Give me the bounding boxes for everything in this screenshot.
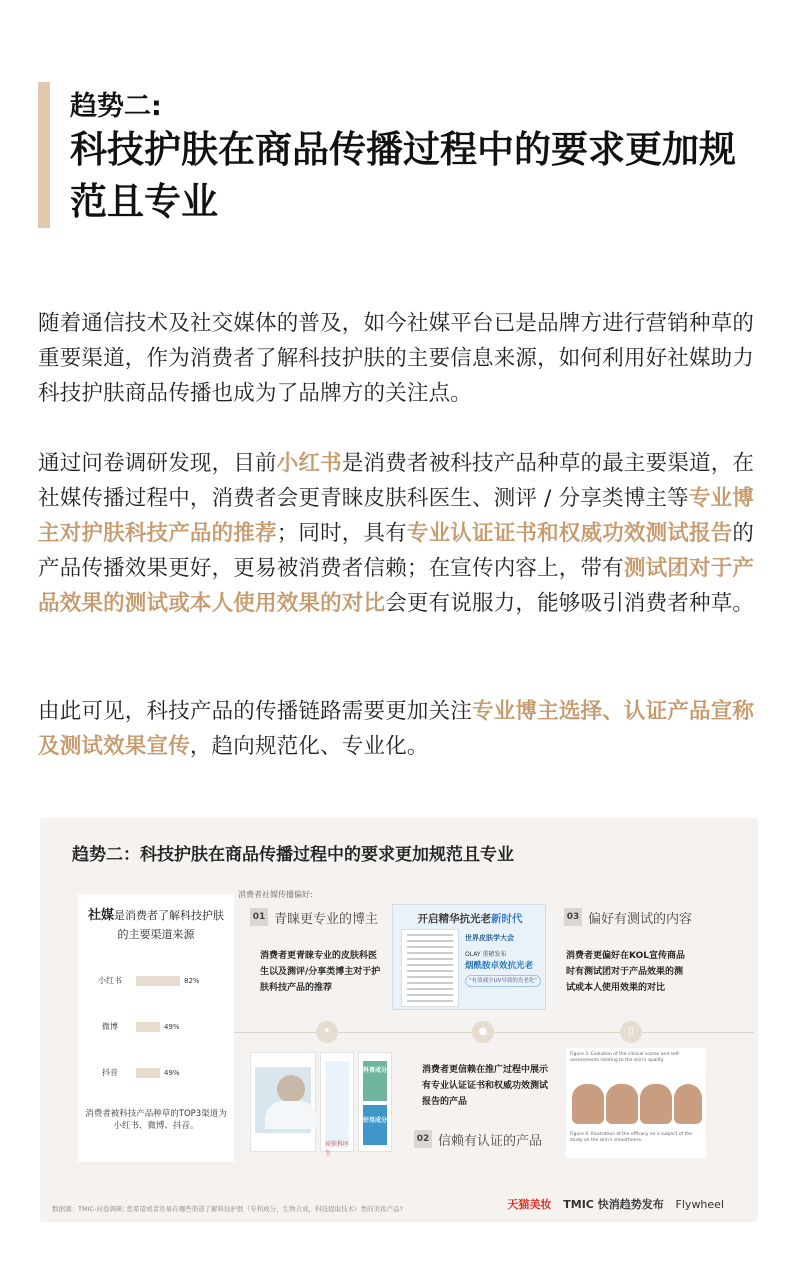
tmall-logo: 天猫美妆 bbox=[507, 1198, 552, 1211]
highlight-text: 小红书 bbox=[276, 451, 342, 476]
bar-category-label: 微博 bbox=[102, 1022, 118, 1031]
poster-title-highlight: 新时代 bbox=[491, 913, 523, 925]
post-sticker-2: 科普成分 bbox=[363, 1067, 388, 1074]
step-2-label: 信赖有认证的产品 bbox=[438, 1134, 543, 1149]
paragraph-text: 的产品传播效果更好，更易被消费者信赖；在宣传内容上，带有 bbox=[38, 521, 755, 581]
clinical-figure bbox=[566, 1048, 706, 1158]
step-2-description: 消费者更信赖在推广过程中展示有专业认证证书和权威功效测试报告的产品 bbox=[422, 1065, 549, 1107]
post-thumbnail bbox=[363, 1105, 387, 1145]
social-post-doctor bbox=[250, 1052, 316, 1152]
highlight-text: 专业认证证书和权威功效测试报告 bbox=[406, 521, 733, 546]
paragraph-2 bbox=[38, 446, 760, 621]
face-photo bbox=[674, 1084, 702, 1124]
olay-poster bbox=[392, 904, 546, 1010]
channel-panel bbox=[78, 894, 234, 1162]
doctor-head bbox=[277, 1075, 305, 1103]
preference-label: 消费者社媒传播偏好: bbox=[238, 890, 313, 899]
data-source: 数据源：TMIC-问卷调研; 您希望或者容易在哪些渠道了解科技护肤（专利成分，生物合成，科技提取技术）类的美妆产品? bbox=[52, 1205, 404, 1213]
face-photo bbox=[572, 1084, 604, 1124]
paragraph-text: 由此可见，科技产品的传播链路需要更加关注 bbox=[38, 699, 473, 724]
poster-paper-thumbnail bbox=[401, 929, 459, 1007]
face-photo bbox=[606, 1084, 638, 1124]
step-3-number: 03 bbox=[564, 908, 582, 926]
tmic-logo: TMIC 快消趋势发布 bbox=[563, 1198, 664, 1211]
step-1-label: 青睐更专业的博主 bbox=[274, 912, 379, 927]
poster-subtitle: "有效减少UV导致的光老化" bbox=[465, 975, 541, 987]
bar bbox=[136, 1022, 160, 1032]
post-sticker-1: 皮肤科医生 bbox=[325, 1141, 350, 1157]
paragraph-text: ，趋向规范化、专业化。 bbox=[189, 734, 429, 759]
poster-title bbox=[393, 911, 547, 926]
step-3-description: 消费者更偏好在KOL宣传商品时有测试团对于产品效果的测试或本人使用效果的对比 bbox=[566, 951, 685, 993]
brand-logos bbox=[507, 1196, 724, 1212]
bar bbox=[136, 1068, 160, 1078]
header-title: 科技护肤在商品传播过程中的要求更加规范且专业 bbox=[70, 128, 736, 223]
channel-panel-heading bbox=[84, 906, 228, 944]
header-kicker: 趋势二: bbox=[70, 91, 162, 122]
person-icon: ● bbox=[472, 1021, 494, 1043]
social-post-card-1 bbox=[320, 1052, 354, 1157]
channel-panel-note: 消费者被科技产品种草的TOP3渠道为小红书、微博、抖音。 bbox=[85, 1109, 227, 1131]
paragraph-text: ；同时，具有 bbox=[276, 521, 407, 546]
flywheel-logo: Flywheel bbox=[675, 1198, 724, 1211]
bar bbox=[136, 976, 180, 986]
bar-row bbox=[88, 1020, 228, 1034]
poster-product: 烟酰胺卓效抗光老 bbox=[465, 961, 534, 971]
step-3-label: 偏好有测试的内容 bbox=[588, 912, 693, 927]
step-1-description: 消费者更青睐专业的皮肤科医生以及测评/分享类博主对于护肤科技产品的推荐 bbox=[260, 951, 381, 993]
bar-value-label: 82% bbox=[184, 977, 200, 985]
bar-row bbox=[88, 974, 228, 988]
doctor-coat bbox=[265, 1101, 317, 1129]
section-header bbox=[38, 82, 758, 228]
paragraph-text: 通过问卷调研发现，目前 bbox=[38, 451, 277, 476]
face-photo bbox=[640, 1084, 672, 1124]
poster-brand: OLAY 重磅发布 bbox=[465, 951, 507, 958]
header-accent-bar bbox=[38, 82, 50, 228]
share-icon: ✦ bbox=[316, 1021, 338, 1043]
highlight-text: 测试团对于产品效果的测试或本人使用效果的对比 bbox=[38, 556, 755, 616]
step-1-number: 01 bbox=[250, 908, 268, 926]
timeline-line bbox=[234, 1032, 754, 1033]
highlight-text: 专业博主对护肤科技产品的推荐 bbox=[38, 486, 754, 546]
paragraph-1: 随着通信技术及社交媒体的普及，如今社媒平台已是品牌方进行营销种草的重要渠道，作为消费者了解科技护肤的主要信息来源，如何利用好社媒助力科技护肤商品传播也成为了品牌方的关注点。 bbox=[38, 311, 755, 406]
figure-caption-top: Figure 3. Evolution of the clinical scores and self-assessments relating to the skin's quality. bbox=[570, 1052, 680, 1063]
doctor-photo bbox=[255, 1067, 311, 1133]
bar-row bbox=[88, 1066, 228, 1080]
post-thumbnail bbox=[325, 1061, 349, 1145]
figure-caption-bottom: Figure 4. Illustration of the efficacy on a subject of the study on the skin's smoothness. bbox=[570, 1132, 692, 1143]
step-2-number: 02 bbox=[414, 1130, 432, 1148]
paragraph-3 bbox=[38, 694, 760, 764]
post-sticker-3: 好用成分 bbox=[363, 1117, 388, 1124]
card-title: 趋势二：科技护肤在商品传播过程中的要求更加规范且专业 bbox=[72, 845, 514, 865]
poster-conference: 世界皮肤学大会 bbox=[465, 934, 514, 942]
heading-rest: 是消费者了解科技护肤的主要渠道来源 bbox=[114, 909, 224, 941]
social-post-card-2 bbox=[358, 1052, 392, 1152]
bar-category-label: 抖音 bbox=[102, 1068, 118, 1077]
poster-title-pre: 开启精华抗光老 bbox=[417, 913, 491, 925]
paragraph-text: 是消费者被科技产品种草的最主要渠道，在社媒传播过程中，消费者会更青睐皮肤科医生、测评 / 分享类博主等 bbox=[38, 451, 755, 511]
heading-bold: 社媒 bbox=[87, 908, 114, 923]
bar-category-label: 小红书 bbox=[98, 976, 122, 985]
highlight-text: 专业博主选择、认证产品宣称及测试效果宣传 bbox=[38, 699, 755, 759]
document-icon: ▯ bbox=[620, 1021, 642, 1043]
paragraph-text: 会更有说服力，能够吸引消费者种草。 bbox=[385, 591, 755, 616]
infographic-card bbox=[40, 818, 758, 1222]
bar-value-label: 49% bbox=[164, 1023, 180, 1031]
bar-value-label: 49% bbox=[164, 1069, 180, 1077]
